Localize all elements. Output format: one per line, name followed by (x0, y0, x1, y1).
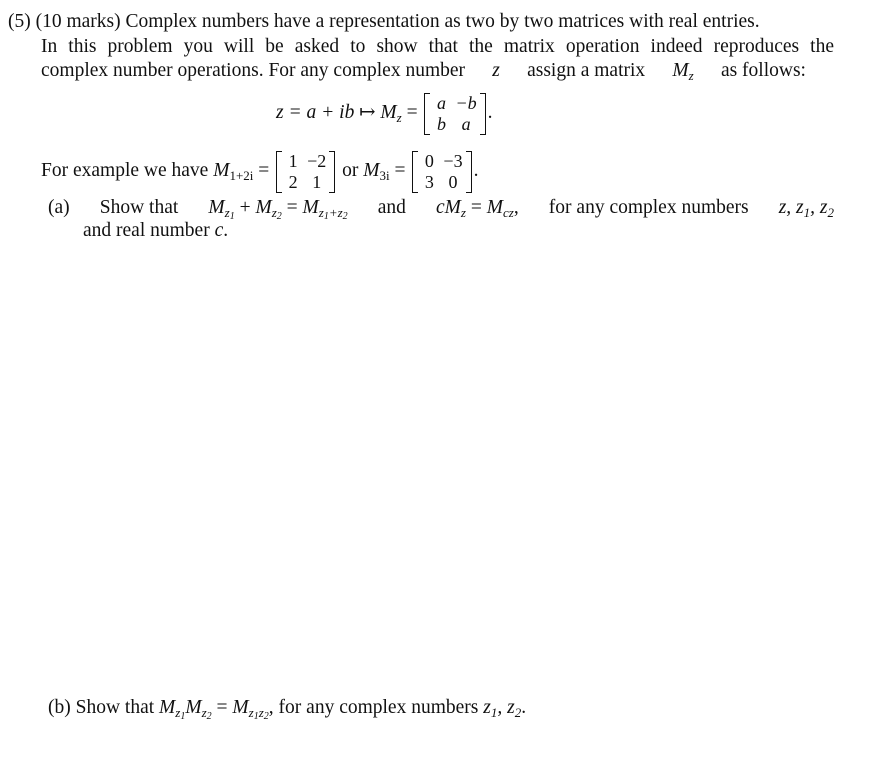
matrix-cell: a (436, 92, 446, 113)
example-period: . (473, 160, 479, 181)
example-M1: M (213, 160, 230, 181)
part-a-line2-text: and real number (83, 220, 210, 241)
part-a-period: . (223, 220, 229, 241)
matrix-cell: b (436, 113, 446, 134)
matrix-cell: −3 (443, 150, 463, 171)
general-matrix (424, 93, 485, 135)
display-M: M (380, 102, 397, 123)
matrix-cell: 0 (424, 150, 434, 171)
part-a-sum-equation: $M_{z1} + M_{z2} = M_{z1+z2}$ (208, 197, 348, 222)
matrix-cell: −2 (307, 150, 327, 171)
part-b-show-that: Show that (75, 697, 155, 718)
equals-sign: = (394, 160, 406, 181)
var-M: M (672, 60, 689, 81)
line3-start: complex number operations. For any complex number (41, 60, 466, 81)
example-matrix-1 (276, 151, 335, 193)
part-b-label: (b) (48, 697, 71, 718)
maps-to-symbol: ↦ (359, 102, 376, 123)
line3-mid: assign a matrix (527, 60, 646, 81)
matrix-cell: −b (455, 92, 477, 113)
example-M2-sub: 3i (379, 168, 390, 183)
part-a-show-that: Show that (99, 197, 179, 218)
matrix-cell: a (461, 113, 471, 134)
part-a-c: c (214, 220, 224, 241)
line3-end: as follows: (720, 60, 806, 81)
part-a-label: (a) (48, 197, 70, 218)
example-prefix: For example we have (41, 160, 209, 181)
part-b-line (48, 696, 526, 723)
part-a-line-2 (83, 219, 228, 243)
display-period: . (487, 102, 493, 123)
example-or: or (342, 160, 359, 181)
equals-sign: = (258, 160, 270, 181)
part-a-and: and (377, 197, 406, 218)
matrix-cell: 3 (424, 171, 434, 192)
part-b-vars: $z_1$, $z_2$ (483, 697, 522, 720)
part-a-for-any: for any complex numbers (548, 197, 749, 218)
example-M2: M (363, 160, 380, 181)
var-z: z (492, 60, 500, 81)
part-b-for-any: for any complex numbers (278, 697, 479, 718)
part-b-equation: $M_{z1}M_{z2} = M_{z1z2}$, (159, 697, 279, 722)
problem-line-2: In this problem you will be asked to show that the matrix operation indeed reproduces the (41, 36, 834, 57)
part-a-scalar-equation: $cM_z = M_{cz}$, (436, 197, 519, 220)
matrix-cell: 1 (312, 171, 322, 192)
matrix-cell: 1 (288, 150, 298, 171)
example-matrix-2 (412, 151, 471, 193)
example-M1-sub: 1+2i (229, 168, 254, 183)
problem-header: (5) (10 marks) Complex numbers have a representation as two by two matrices with real entries. (8, 11, 760, 32)
display-equation (276, 88, 493, 139)
problem-line-3 (41, 59, 806, 84)
var-M-sub: z (688, 68, 694, 83)
matrix-cell: 2 (288, 171, 298, 192)
part-a-vars: z, $z_1$, $z_2$ (778, 197, 834, 220)
matrix-cell: 0 (448, 171, 458, 192)
display-lhs: z = a + ib (276, 102, 355, 123)
example-line (41, 146, 478, 197)
display-M-sub: z (396, 110, 402, 125)
part-b-period: . (521, 697, 527, 718)
equals-sign: = (406, 102, 418, 123)
